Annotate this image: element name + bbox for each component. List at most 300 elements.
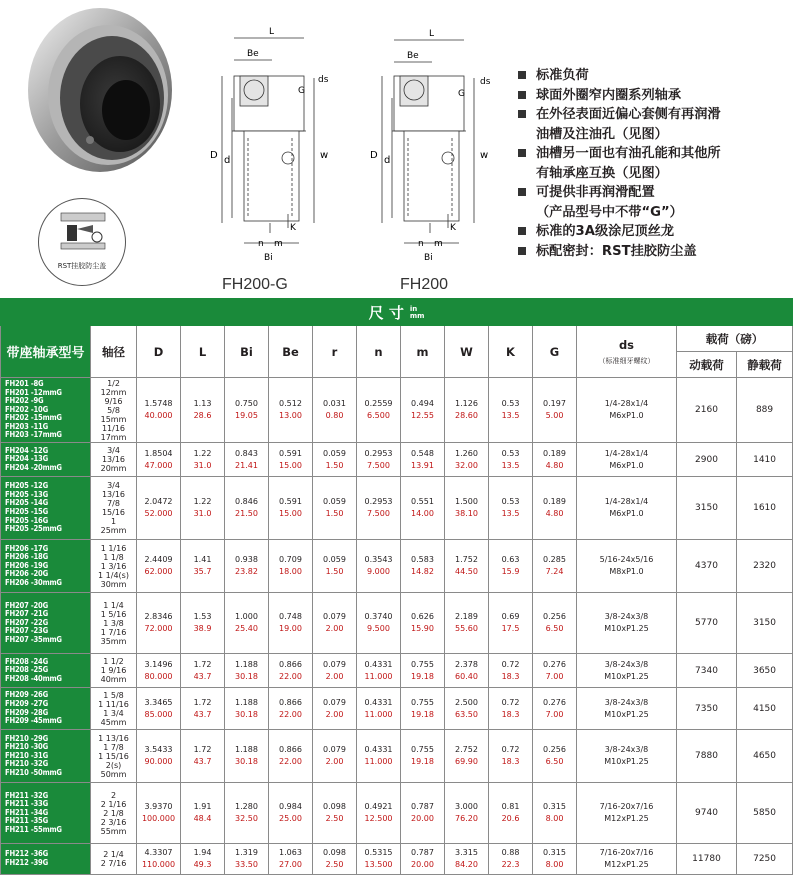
mm-value: 38.9 (193, 624, 212, 633)
mm-value: 63.50 (455, 709, 478, 719)
drawing-fh200-g (192, 18, 342, 273)
bore-cell (91, 783, 137, 844)
mm-value: 22.00 (279, 709, 302, 719)
model-cell (1, 730, 91, 783)
static-load-cell: 5850 (737, 783, 793, 844)
dim-K-cell (489, 378, 533, 443)
mm-value: 7.00 (545, 671, 564, 681)
thread-spec: M10xP1.25 (604, 671, 649, 681)
inch-value: 0.583 (411, 555, 434, 564)
dim-m-cell (401, 783, 445, 844)
inch-value: 0.748 (279, 612, 302, 621)
model-number: FH205 -25mmG (5, 524, 62, 534)
dim-Be-cell (269, 688, 313, 730)
inch-value: 0.787 (411, 848, 434, 857)
dim-W-cell (445, 654, 489, 688)
bore-cell (91, 443, 137, 477)
mm-value: 84.20 (455, 860, 478, 869)
inch-value: 0.755 (411, 745, 434, 754)
thread-spec: 3/8-24x3/8 (604, 612, 649, 621)
mm-value: 11.000 (364, 757, 393, 766)
header-r: r (313, 326, 357, 378)
square-bullet-icon (518, 188, 526, 196)
table-body (1, 378, 793, 875)
mm-value: 60.40 (455, 671, 478, 681)
dim-G-cell (533, 540, 577, 593)
mm-value: 2.00 (325, 624, 344, 633)
static-load-cell: 7250 (737, 844, 793, 875)
inch-value: 0.626 (411, 612, 434, 621)
inch-value: 0.3740 (364, 612, 393, 621)
ds-cell (577, 593, 677, 654)
model-number: FH206 -20G (5, 569, 48, 579)
inch-value: 0.755 (411, 697, 434, 707)
header-ds: ds （标准细牙螺纹） (577, 326, 677, 378)
inch-value: 1.91 (193, 802, 212, 811)
model-number: FH201 -8G (5, 378, 44, 388)
bore-cell (91, 477, 137, 540)
bore-size: 1 5/16 (100, 609, 127, 619)
bore-cell (91, 378, 137, 443)
inch-value: 1.72 (193, 745, 212, 754)
header-W: W (445, 326, 489, 378)
bore-size: 1 11/16 (98, 699, 129, 709)
bore-size: 1 15/16 (98, 751, 129, 761)
dim-D-cell (137, 443, 181, 477)
dim-G-cell (533, 730, 577, 783)
dim-D-cell (137, 540, 181, 593)
mm-value: 110.000 (141, 860, 176, 869)
dim-m: m (274, 239, 283, 249)
mm-value: 1.50 (325, 509, 344, 518)
mm-value: 7.24 (545, 567, 564, 576)
feature-item: 在外径表面近偏心套侧有再润滑 油槽及注油孔（见图） (518, 105, 772, 144)
mm-value: 2.00 (325, 757, 344, 766)
bore-size: 2 1/16 (100, 799, 127, 809)
model-number: FH207 -23G (5, 626, 48, 636)
seal-section-icon (39, 199, 125, 259)
mm-value: 12.55 (411, 411, 434, 420)
drawing-fh200 (352, 18, 502, 273)
dim-Bi-cell (225, 540, 269, 593)
mm-value: 28.60 (455, 411, 478, 420)
mm-value: 76.20 (455, 814, 478, 823)
model-number: FH202 -9G (5, 396, 44, 406)
static-load-cell: 3150 (737, 593, 793, 654)
model-number: FH211 -33G (5, 799, 48, 809)
mm-value: 7.500 (367, 460, 390, 470)
model-number: FH210 -29G (5, 733, 48, 743)
dim-K-cell (489, 593, 533, 654)
thread-spec: 3/8-24x3/8 (604, 745, 649, 754)
inch-value: 2.378 (455, 659, 478, 669)
inch-value: 0.866 (279, 659, 302, 669)
inch-value: 0.079 (323, 659, 346, 669)
dim-L-cell (181, 730, 225, 783)
mm-value: 2.00 (325, 709, 344, 719)
mm-value: 2.50 (325, 814, 344, 823)
bore-size: 1 7/8 (103, 742, 124, 752)
bore-cell (91, 730, 137, 783)
bore-size: 1 1/8 (103, 552, 124, 562)
dynamic-load-cell: 9740 (677, 783, 737, 844)
inch-value: 0.843 (235, 448, 258, 458)
dim-Bi-cell (225, 844, 269, 875)
dim-m-cell (401, 443, 445, 477)
dim-ds: ds (318, 75, 329, 85)
table-row (1, 593, 793, 654)
mm-value: 13.5 (501, 509, 520, 518)
header-ds-note: （标准细牙螺纹） (598, 356, 655, 365)
inch-value: 4.3307 (144, 848, 173, 857)
mm-value: 13.00 (279, 411, 302, 420)
dim-Be-cell (269, 783, 313, 844)
table-row (1, 477, 793, 540)
static-load-cell: 889 (737, 378, 793, 443)
mm-value: 19.18 (411, 709, 434, 719)
dim-L-cell (181, 783, 225, 844)
dim-Be: Be (407, 51, 419, 61)
bore-size: 25mm (100, 526, 127, 535)
model-number: FH212 -39G (5, 858, 48, 867)
dynamic-load-cell: 4370 (677, 540, 737, 593)
mm-value: 43.7 (193, 709, 212, 719)
inch-value: 0.72 (501, 697, 520, 707)
inch-value: 1.8504 (144, 448, 173, 458)
mm-value: 4.80 (545, 460, 564, 470)
mm-value: 13.91 (411, 460, 434, 470)
inch-value: 1.063 (279, 848, 302, 857)
bore-size: 2 (110, 790, 117, 800)
bore-size: 15mm (100, 414, 127, 424)
mm-value: 55.60 (455, 624, 478, 633)
static-load-cell: 1410 (737, 443, 793, 477)
table-row (1, 688, 793, 730)
mm-value: 1.50 (325, 567, 344, 576)
mm-value: 100.000 (141, 814, 176, 823)
dynamic-load-cell: 2900 (677, 443, 737, 477)
inch-value: 1.126 (455, 399, 478, 408)
bore-size: 9/16 (104, 396, 123, 406)
model-number: FH204 -12G (5, 445, 48, 455)
dim-D-cell (137, 730, 181, 783)
static-load-cell: 1610 (737, 477, 793, 540)
mm-value: 6.50 (545, 757, 564, 766)
inch-value: 2.4409 (144, 555, 173, 564)
table-row (1, 783, 793, 844)
bore-size: 45mm (100, 717, 127, 727)
inch-value: 1.188 (235, 659, 258, 669)
dim-D: D (210, 150, 218, 161)
dim-W-cell (445, 443, 489, 477)
ds-cell (577, 378, 677, 443)
dim-L-cell (181, 378, 225, 443)
mm-value: 18.3 (501, 757, 520, 766)
mm-value: 14.00 (411, 509, 434, 518)
dim-K-cell (489, 783, 533, 844)
dynamic-load-cell: 7350 (677, 688, 737, 730)
mm-value: 13.5 (501, 411, 520, 420)
bore-size: 55mm (100, 826, 127, 836)
inch-value: 0.755 (411, 659, 434, 669)
model-number: FH203 -17mmG (5, 430, 62, 440)
inch-value: 0.866 (279, 697, 302, 707)
dim-n-cell (357, 730, 401, 783)
header-D: D (137, 326, 181, 378)
mm-value: 72.000 (144, 624, 173, 633)
bore-size: 2 3/16 (100, 817, 127, 827)
inch-value: 1.260 (455, 448, 478, 458)
thread-spec: M6xP1.0 (609, 411, 644, 420)
dim-G: G (458, 89, 465, 99)
inch-value: 0.591 (279, 448, 302, 458)
inch-value: 0.189 (543, 497, 566, 506)
bore-size: 20mm (100, 464, 127, 473)
table-title: 尺 寸 in mm (1, 299, 793, 326)
dim-r-cell (313, 443, 357, 477)
dim-r-cell (313, 540, 357, 593)
dim-w: w (480, 150, 489, 161)
mm-value: 19.00 (279, 624, 302, 633)
model-number: FH202 -15mmG (5, 413, 62, 423)
mm-value: 44.50 (455, 567, 478, 576)
bore-size: 2 7/16 (100, 859, 127, 868)
inch-value: 0.4921 (364, 802, 393, 811)
dim-L-cell (181, 688, 225, 730)
model-number: FH207 -22G (5, 617, 48, 627)
dim-W-cell (445, 783, 489, 844)
dimensions-table-wrap (0, 298, 782, 894)
dim-Be-cell (269, 730, 313, 783)
dim-D-cell (137, 688, 181, 730)
static-load-cell: 3650 (737, 654, 793, 688)
inch-value: 2.500 (455, 697, 478, 707)
model-number: FH204 -13G (5, 454, 48, 464)
dim-d: d (224, 155, 231, 166)
dim-W-cell (445, 378, 489, 443)
bore-cell (91, 688, 137, 730)
model-number: FH210 -32G (5, 759, 48, 769)
mm-value: 20.00 (411, 860, 434, 869)
inch-value: 0.709 (279, 555, 302, 564)
inch-value: 0.189 (543, 448, 566, 458)
mm-value: 20.00 (411, 814, 434, 823)
model-number: FH208 -24G (5, 656, 48, 666)
mm-value: 19.05 (235, 411, 258, 420)
inch-value: 0.984 (279, 802, 302, 811)
dim-W-cell (445, 540, 489, 593)
mm-value: 0.80 (325, 411, 344, 420)
inch-value: 0.494 (411, 399, 434, 408)
inch-value: 0.4331 (364, 697, 393, 707)
feature-item: 油槽另一面也有油孔能和其他所 有轴承座互换（见图） (518, 144, 772, 183)
header-n: n (357, 326, 401, 378)
inch-value: 0.88 (501, 848, 520, 857)
bore-size: 1 1/16 (100, 543, 127, 553)
table-row (1, 844, 793, 875)
feature-item: 标准负荷 (518, 66, 772, 86)
square-bullet-icon (518, 71, 526, 79)
dim-n-cell (357, 378, 401, 443)
static-load-cell: 4650 (737, 730, 793, 783)
dim-m-cell (401, 593, 445, 654)
table-row (1, 730, 793, 783)
dim-G-cell (533, 654, 577, 688)
mm-value: 80.000 (144, 671, 173, 681)
mm-value: 52.000 (144, 509, 173, 518)
mm-value: 21.41 (235, 460, 258, 470)
header-G: G (533, 326, 577, 378)
ds-cell (577, 730, 677, 783)
inch-value: 0.787 (411, 802, 434, 811)
inch-value: 3.3465 (144, 697, 173, 707)
mm-value: 43.7 (193, 671, 212, 681)
bore-size: 1 1/4 (103, 600, 124, 610)
inch-value: 0.059 (323, 497, 346, 506)
inch-value: 0.031 (323, 399, 346, 408)
inch-value: 0.256 (543, 612, 566, 621)
header-static: 静载荷 (737, 352, 793, 378)
model-number: FH211 -34G (5, 807, 48, 817)
model-number: FH205 -12G (5, 481, 48, 491)
bore-size: 1/2 (107, 378, 120, 388)
inch-value: 3.9370 (144, 802, 173, 811)
model-number: FH208 -25G (5, 665, 48, 675)
inch-value: 1.22 (193, 448, 212, 458)
header-L: L (181, 326, 225, 378)
mm-value: 31.0 (193, 460, 212, 470)
inch-value: 0.53 (501, 448, 520, 458)
inch-value: 0.72 (501, 745, 520, 754)
thread-spec: 3/8-24x3/8 (604, 697, 649, 707)
unit-label: in mm (409, 305, 425, 320)
square-bullet-icon (518, 91, 526, 99)
dim-G-cell (533, 477, 577, 540)
dim-Bi-cell (225, 378, 269, 443)
inch-value: 0.098 (323, 802, 346, 811)
dim-L: L (429, 29, 435, 39)
dim-Bi-cell (225, 443, 269, 477)
dim-ds: ds (480, 77, 491, 87)
dynamic-load-cell: 7880 (677, 730, 737, 783)
bore-size: 11/16 (101, 423, 126, 433)
bore-size: 2 1/8 (103, 808, 124, 818)
dynamic-load-cell: 7340 (677, 654, 737, 688)
mm-value: 12.500 (364, 814, 393, 823)
dim-W-cell (445, 730, 489, 783)
inch-value: 3.315 (455, 848, 478, 857)
bore-size: 1 9/16 (100, 666, 127, 675)
inch-value: 0.4331 (364, 745, 393, 754)
mm-value: 23.82 (235, 567, 258, 576)
bore-size: 1 5/8 (103, 690, 124, 700)
dim-K-cell (489, 477, 533, 540)
model-cell (1, 844, 91, 875)
feature-item: 可提供非再润滑配置 （产品型号中不带“G”） (518, 183, 772, 222)
mm-value: 18.3 (501, 671, 520, 681)
bore-size: 2 1/4 (103, 850, 124, 859)
mm-value: 5.00 (545, 411, 564, 420)
bore-size: 1 3/4 (103, 708, 124, 718)
static-load-cell: 4150 (737, 688, 793, 730)
dim-Bi-cell (225, 730, 269, 783)
bore-cell (91, 844, 137, 875)
mm-value: 6.50 (545, 624, 564, 633)
model-number: FH205 -13G (5, 489, 48, 499)
dim-Bi-cell (225, 593, 269, 654)
dim-D-cell (137, 783, 181, 844)
dim-D-cell (137, 378, 181, 443)
mm-value: 19.18 (411, 671, 434, 681)
inch-value: 0.059 (323, 448, 346, 458)
inch-value: 0.72 (501, 659, 520, 669)
inch-value: 0.315 (543, 848, 566, 857)
bore-size: 13/16 (101, 490, 126, 499)
inch-value: 3.5433 (144, 745, 173, 754)
dim-d: d (384, 155, 391, 166)
inch-value: 0.750 (235, 399, 258, 408)
mm-value: 38.10 (455, 509, 478, 518)
model-cell (1, 477, 91, 540)
mm-value: 7.00 (545, 709, 564, 719)
dim-r-cell (313, 654, 357, 688)
thread-spec: M6xP1.0 (609, 460, 644, 470)
model-number: FH211 -32G (5, 790, 48, 800)
model-number: FH210 -50mmG (5, 767, 62, 777)
thread-spec: 1/4-28x1/4 (604, 399, 649, 408)
mm-value: 35.7 (193, 567, 212, 576)
dim-Be-cell (269, 593, 313, 654)
dim-D-cell (137, 844, 181, 875)
bore-size: 15/16 (101, 508, 126, 517)
dim-n-cell (357, 540, 401, 593)
bore-size: 13/16 (101, 455, 126, 464)
dim-n-cell (357, 844, 401, 875)
mm-value: 25.40 (235, 624, 258, 633)
dim-L-cell (181, 654, 225, 688)
model-cell (1, 654, 91, 688)
dim-n: n (418, 239, 424, 249)
dim-K-cell (489, 540, 533, 593)
model-number: FH209 -45mmG (5, 716, 62, 726)
ds-cell (577, 654, 677, 688)
dim-r-cell (313, 730, 357, 783)
dim-r-cell (313, 783, 357, 844)
mm-value: 22.3 (501, 860, 520, 869)
table-row (1, 540, 793, 593)
bore-size: 1 13/16 (98, 733, 129, 743)
dim-G-cell (533, 844, 577, 875)
mm-value: 32.00 (455, 460, 478, 470)
bore-size: 17mm (100, 432, 127, 442)
inch-value: 0.63 (501, 555, 520, 564)
dim-G-cell (533, 593, 577, 654)
model-number: FH207 -35mmG (5, 634, 62, 644)
bore-size: 1 1/2 (103, 657, 124, 666)
dim-Be-cell (269, 477, 313, 540)
inch-value: 0.2559 (364, 399, 393, 408)
dim-L-cell (181, 593, 225, 654)
bore-size: 3/4 (107, 446, 120, 455)
mm-value: 8.00 (545, 860, 564, 869)
inch-value: 1.13 (193, 399, 212, 408)
mm-value: 30.18 (235, 671, 258, 681)
mm-value: 11.000 (364, 709, 393, 719)
dim-Bi: Bi (424, 253, 433, 263)
mm-value: 31.0 (193, 509, 212, 518)
inch-value: 0.591 (279, 497, 302, 506)
inch-value: 0.276 (543, 697, 566, 707)
